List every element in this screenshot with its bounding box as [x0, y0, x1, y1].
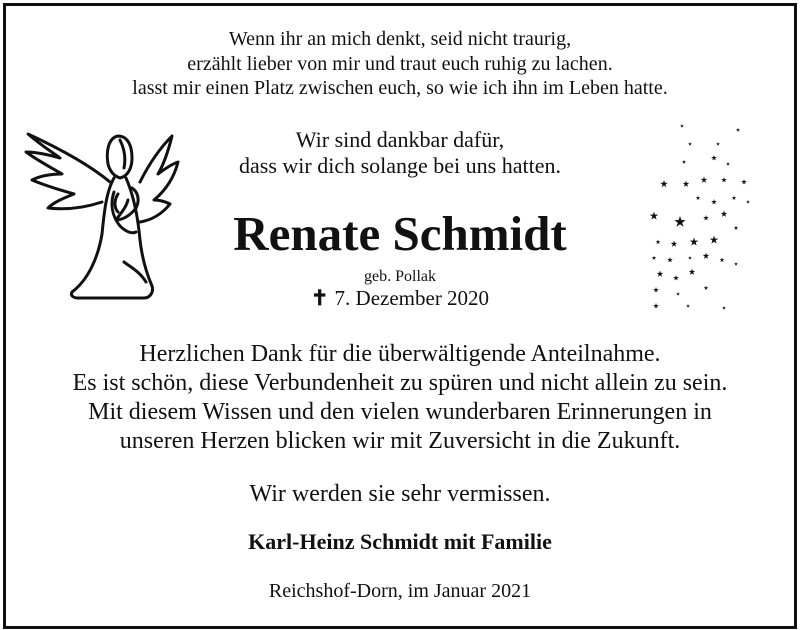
thanks-line: dass wir dich solange bei uns hatten.	[239, 153, 561, 178]
angel-icon	[22, 122, 182, 322]
stars-icon	[640, 118, 760, 318]
cross-icon: ✝	[310, 286, 329, 310]
poem-line: erzählt lieber von mir und traut euch ruhig zu lachen.	[187, 52, 613, 75]
gratitude-text	[0, 340, 800, 456]
signature: Karl-Heinz Schmidt mit Familie	[248, 529, 552, 554]
death-date: 7. Dezember 2020	[334, 286, 490, 310]
poem-line: lasst mir einen Platz zwischen euch, so wie ich ihn im Leben hatte.	[132, 77, 668, 99]
poem-line: Wenn ihr an mich denkt, seid nicht traurig,	[228, 28, 572, 50]
miss-text: Wir werden sie sehr vermissen.	[249, 481, 551, 507]
gratitude-line: Herzlichen Dank für die überwältigende Anteilnahme.	[139, 341, 661, 367]
birth-name: geb. Pollak	[364, 268, 436, 285]
poem	[0, 27, 800, 101]
gratitude-line: unseren Herzen blicken wir mit Zuversicht in die Zukunft.	[119, 428, 681, 454]
thanks-line: Wir sind dankbar dafür,	[295, 127, 505, 152]
place-date: Reichshof-Dorn, im Januar 2021	[268, 580, 532, 602]
gratitude-line: Mit diesem Wissen und den vielen wunderbaren Erinnerungen in	[88, 399, 712, 425]
gratitude-line: Es ist schön, diese Verbundenheit zu spüren und nicht allein zu sein.	[72, 370, 728, 396]
deceased-name: Renate Schmidt	[233, 206, 567, 261]
